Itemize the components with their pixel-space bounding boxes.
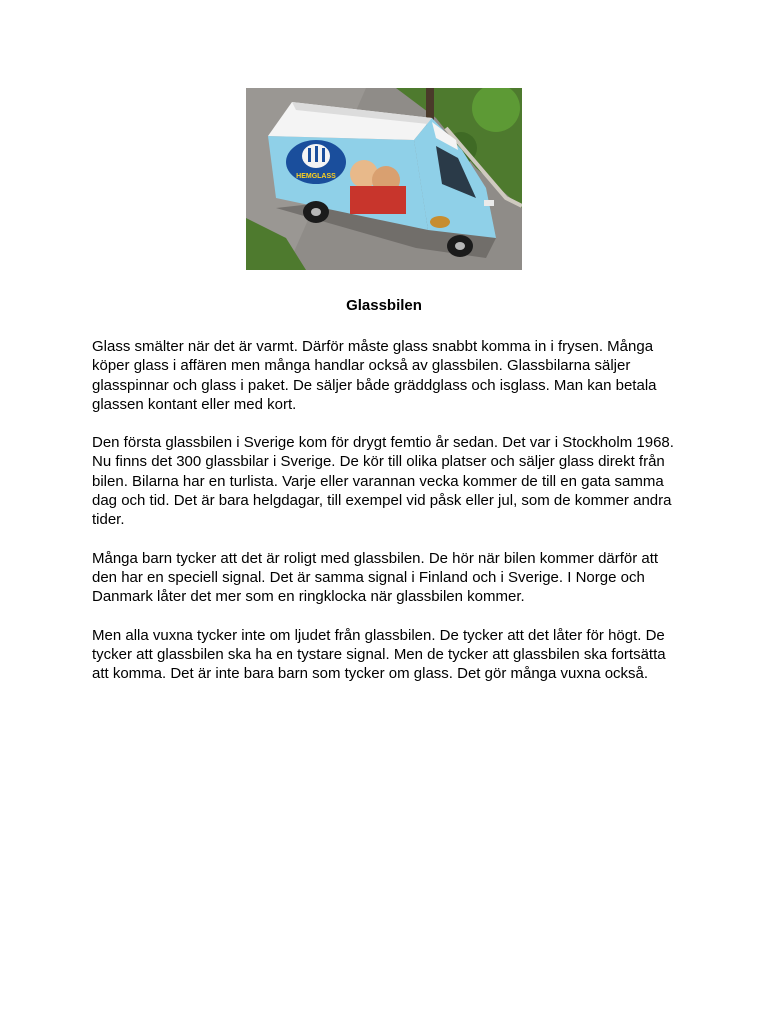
paragraph-3: Många barn tycker att det är roligt med glassbilen. De hör när bilen kommer därför att den har en speciell signal. Det är samma signal i Finland och i Sverige. I Norge och Danmark låter det mer som en ringklocka när glassbilen kommer. (92, 549, 659, 606)
ice-cream-van-photo (246, 88, 522, 270)
document-body (92, 337, 682, 702)
van-logo-text: HEMGLASS (296, 173, 336, 180)
paragraph-4: Men alla vuxna tycker inte om ljudet från glassbilen. De tycker att det låter för högt. De tycker att glassbilen ska ha en tystare signal. Men de tycker att glassbilen ska fortsätta att komma. Det är inte bara barn som tycker om glass. Det gör många vuxna också. (92, 626, 666, 683)
paragraph-1: Glass smälter när det är varmt. Därför måste glass snabbt komma in i frysen. Många köper glass i affären men många handlar också av glassbilen. Glassbilarna säljer glasspinnar och glass i paket. De säljer både gräddglass och isglass. Man kan betala glassen kontant eller med kort. (92, 338, 657, 413)
document-title: Glassbilen (346, 297, 422, 314)
paragraph-2: Den första glassbilen i Sverige kom för drygt femtio år sedan. Det var i Stockholm 1968. Nu finns det 300 glassbilar i Sverige. De kör till olika platser och säljer glass direkt från bilen. Bilarna har en turlista. Varje eller varannan vecka kommer de till en gata samma dag och tid. Det är bara helgdagar, till exempel vid påsk eller jul, som de kommer andra tider. (92, 434, 674, 529)
